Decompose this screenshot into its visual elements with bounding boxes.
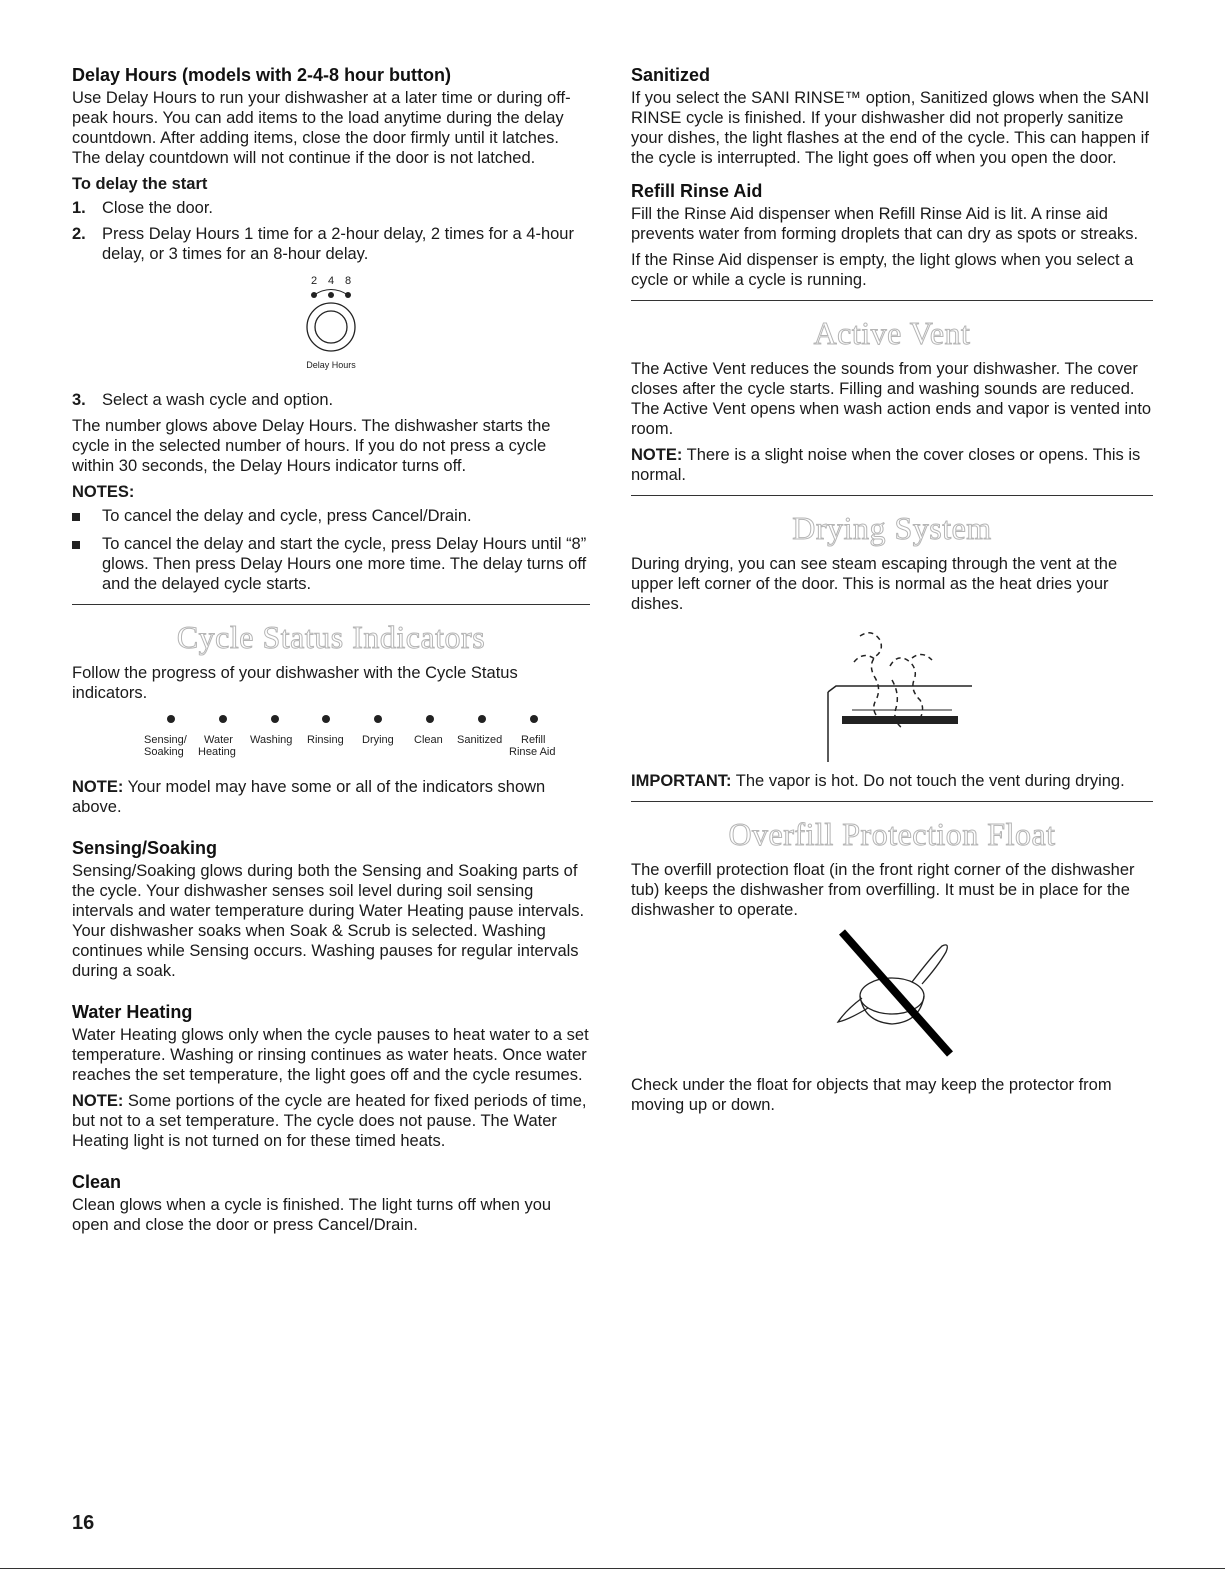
step-number: 3. <box>72 391 86 409</box>
water-heating-note <box>72 1091 590 1151</box>
status-light <box>322 715 330 723</box>
step-number: 2. <box>72 225 86 243</box>
status-light <box>478 715 486 723</box>
clean-text: Clean glows when a cycle is finished. The light turns off when you open and close the door or press Cancel/Drain. <box>72 1196 552 1234</box>
status-light <box>219 715 227 723</box>
indicator-label: Heating <box>198 746 236 758</box>
active-vent-note <box>631 445 1153 485</box>
active-vent-title: Active Vent <box>813 315 971 351</box>
water-heating-text: Water Heating glows only when the cycle pauses to heat water to a set temperature. Washing or rinsing continues as water heats. Once water reaches the set temperature, the light goes off and the cycle resumes. <box>72 1026 589 1084</box>
steam-wisp-icon <box>890 658 923 722</box>
status-light <box>426 715 434 723</box>
section-divider <box>631 801 1153 802</box>
sensing-soaking-text: Sensing/Soaking glows during both the Sensing and Soaking parts of the cycle. Your dishwasher senses soil level during soil sensing intervals and water temperature during Water Heating pause intervals. Your dishwasher soaks when Soak & Scrub is selected. Washing continues while Sensing occurs. Washing pauses for regular intervals during a soak. <box>72 862 585 980</box>
note-label: NOTE: <box>72 1092 124 1110</box>
indicator-label: Drying <box>362 734 394 746</box>
indicator-label: Washing <box>250 734 293 746</box>
overfill-float-figure <box>792 926 992 1061</box>
indicator-label: Refill <box>521 734 546 746</box>
note-label: NOTE: <box>631 446 683 464</box>
note-bullet <box>72 534 590 594</box>
float-wing <box>838 998 868 1022</box>
step-number: 1. <box>72 199 86 217</box>
drying-important <box>631 771 1153 791</box>
indicator-label: Sensing/ <box>144 734 187 746</box>
delay-hours-caption: Delay Hours <box>306 360 356 370</box>
page-bottom-rule <box>0 1568 1225 1569</box>
steam-wisp-icon <box>912 654 932 660</box>
prohibition-slash-icon <box>842 932 950 1054</box>
indicator-label: Rinsing <box>307 734 344 746</box>
indicator-label: Rinse Aid <box>509 746 556 758</box>
overfill-float-title: Overfill Protection Float <box>728 816 1056 852</box>
step-text: Close the door. <box>102 199 213 217</box>
cycle-status-indicators-figure <box>96 709 566 771</box>
drying-system-text: During drying, you can see steam escaping through the vent at the upper left corner of the door. This is normal as the heat dries your dishes. <box>631 555 1118 613</box>
delay-hours-intro: Use Delay Hours to run your dishwasher at a later time or during off-peak hours. You can add items to the load anytime during the delay countdown. After adding items, close the door firmly until it latches. The delay countdown will not continue if the door is not latched. <box>72 89 571 167</box>
indicator-label: Sanitized <box>457 734 503 746</box>
sanitized-text: If you select the SANI RINSE™ option, Sanitized glows when the SANI RINSE cycle is finished. If your dishwasher did not properly sanitize your dishes, the light flashes at the end of the cycle. This can happen if the cycle is interrupted. The light goes off when you open the door. <box>631 89 1150 167</box>
door-top <box>828 686 972 692</box>
float-arm <box>912 945 947 984</box>
refill-rinse-aid-text-2: If the Rinse Aid dispenser is empty, the light glows when you select a cycle or while a cycle is running. <box>631 251 1134 289</box>
cycle-status-intro: Follow the progress of your dishwasher with the Cycle Status indicators. <box>72 664 518 702</box>
delay-start-subheading: To delay the start <box>72 175 208 193</box>
indicator-label: Clean <box>414 734 443 746</box>
important-body: The vapor is hot. Do not touch the vent during drying. <box>731 772 1125 790</box>
delay-hours-number: 8 <box>344 275 352 287</box>
note-body: Some portions of the cycle are heated for fixed periods of time, but not to a set temperature. The cycle does not pause. The Water Heating light is not turned on for these timed heats. <box>72 1092 587 1150</box>
active-vent-text: The Active Vent reduces the sounds from your dishwasher. The cover closes after the cycle starts. Filling and washing sounds are reduced. The Active Vent opens when wash action ends and vapor is vented into room. <box>631 360 1152 438</box>
status-light <box>271 715 279 723</box>
indicator-label: Water <box>204 734 233 746</box>
cycle-status-note <box>72 777 590 817</box>
vent-slot <box>842 716 958 724</box>
sensing-soaking-heading: Sensing/Soaking <box>72 838 218 858</box>
right-column <box>631 64 1153 1121</box>
note-text: To cancel the delay and start the cycle, press Delay Hours until “8” glows. Then press Delay Hours one more time. The delay turns off and the delayed cycle starts. <box>102 535 587 593</box>
step-text: Select a wash cycle and option. <box>102 391 334 409</box>
section-divider <box>631 495 1153 496</box>
status-light <box>530 715 538 723</box>
steam-wisp-icon <box>860 633 881 720</box>
note-label: NOTE: <box>72 778 124 796</box>
overfill-float-text: The overfill protection float (in the front right corner of the dishwasher tub) keeps the dishwasher from overfilling. It must be in place for the dishwasher to operate. <box>631 861 1135 919</box>
step-2 <box>72 224 590 264</box>
delay-hours-after: The number glows above Delay Hours. The dishwasher starts the cycle in the selected number of hours. If you do not press a cycle within 30 seconds, the Delay Hours indicator turns off. <box>72 417 551 475</box>
status-light <box>167 715 175 723</box>
cycle-status-title: Cycle Status Indicators <box>176 619 486 655</box>
delay-hours-button-figure <box>271 270 391 382</box>
note-text: To cancel the delay and cycle, press Cancel/Drain. <box>102 507 472 525</box>
step-text: Press Delay Hours 1 time for a 2-hour delay, 2 times for a 4-hour delay, or 3 times for an 8-hour delay. <box>102 225 574 263</box>
sanitized-heading: Sanitized <box>631 65 711 85</box>
section-divider <box>72 604 590 605</box>
step-3 <box>72 390 590 410</box>
water-heating-heading: Water Heating <box>72 1002 193 1022</box>
indicator-label: Soaking <box>144 746 184 758</box>
delay-button-outer <box>307 303 355 351</box>
notes-label: NOTES: <box>72 483 135 501</box>
overfill-float-after: Check under the float for objects that may keep the protector from moving up or down. <box>631 1076 1112 1114</box>
section-divider <box>631 300 1153 301</box>
delay-hours-heading: Delay Hours (models with 2-4-8 hour button) <box>72 65 452 85</box>
indicator-light <box>328 292 334 298</box>
clean-heading: Clean <box>72 1172 122 1192</box>
delay-button-inner <box>315 311 347 343</box>
note-body: There is a slight noise when the cover closes or opens. This is normal. <box>631 446 1141 484</box>
left-column <box>72 64 590 1241</box>
drying-system-title: Drying System <box>792 510 992 546</box>
delay-hours-number: 4 <box>327 275 335 287</box>
refill-rinse-aid-text-1: Fill the Rinse Aid dispenser when Refill Rinse Aid is lit. A rinse aid prevents water from forming droplets that can dry as spots or streaks. <box>631 205 1139 243</box>
step-1 <box>72 198 590 218</box>
bullet-square-icon <box>72 534 102 594</box>
delay-hours-number: 2 <box>310 275 318 287</box>
important-label: IMPORTANT: <box>631 772 732 790</box>
refill-rinse-aid-heading: Refill Rinse Aid <box>631 181 763 201</box>
page-number: 16 <box>72 1512 95 1534</box>
status-light <box>374 715 382 723</box>
note-body: Your model may have some or all of the indicators shown above. <box>72 778 546 816</box>
steam-vent-figure <box>792 620 992 765</box>
bullet-square-icon <box>72 506 102 526</box>
note-bullet <box>72 506 590 526</box>
